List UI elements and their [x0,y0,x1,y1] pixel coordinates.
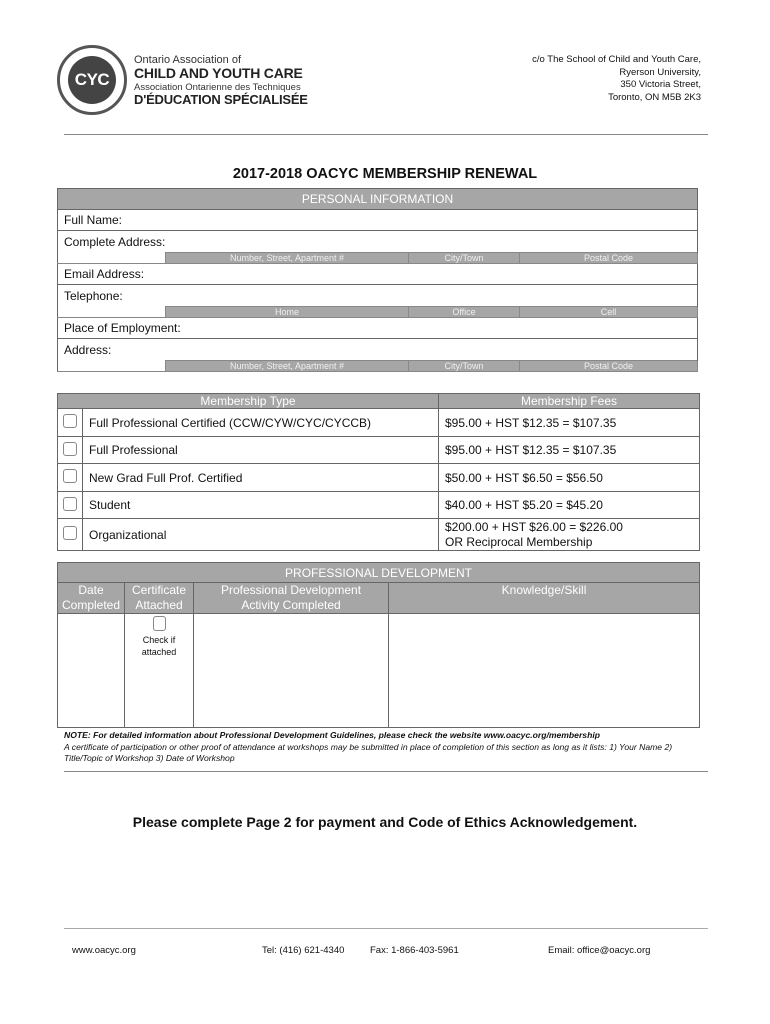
checkbox-icon [63,526,77,540]
org-name-line2: CHILD AND YOUTH CARE [134,65,303,81]
check-label-line1: Check if [142,635,176,645]
sub-home: Home [166,307,409,318]
membership-checkbox[interactable] [58,492,83,519]
membership-fees-header: Membership Fees [439,394,700,409]
membership-type: Organizational [83,519,439,551]
membership-fee: $200.00 + HST $26.00 = $226.00 [445,519,623,534]
address-line: Toronto, ON M5B 2K3 [608,91,701,103]
employment-address-field[interactable] [58,339,698,361]
checkbox-icon [63,442,77,456]
address-line: c/o The School of Child and Youth Care, [532,54,701,65]
pd-col-activity-line2: Activity Completed [241,598,341,612]
sub-street: Number, Street, Apartment # [166,361,409,372]
pd-col-certificate [125,583,194,614]
employment-field[interactable] [58,318,698,339]
checkbox-icon [63,414,77,428]
mailing-address [441,54,701,104]
personal-info-table [57,188,698,372]
full-name-label: Full Name: [64,213,123,227]
pd-certificate-cell[interactable] [125,614,194,728]
checkbox-icon [63,469,77,483]
footer-tel: Tel: (416) 621-4340 [262,945,345,956]
divider [64,928,708,929]
note [64,730,704,765]
pd-col-date [58,583,125,614]
membership-checkbox[interactable] [58,519,83,551]
membership-type: New Grad Full Prof. Certified [83,464,439,492]
telephone-label: Telephone: [64,288,123,303]
membership-fee: $40.00 + HST $5.20 = $45.20 [439,492,700,519]
footer-website: www.oacyc.org [72,945,136,956]
footer-email: Email: office@oacyc.org [548,945,651,956]
sub-office: Office [409,307,520,318]
footer-message: Please complete Page 2 for payment and Code of Ethics Acknowledgement. [132,814,638,830]
sub-cell: Cell [520,307,698,318]
org-name-line4: D'ÉDUCATION SPÉCIALISÉE [134,92,308,107]
sub-postal: Postal Code [520,361,698,372]
pd-col-certificate-line2: Attached [135,598,183,612]
sub-blank [58,361,166,372]
membership-checkbox[interactable] [58,464,83,492]
membership-type-header: Membership Type [58,394,439,409]
membership-checkbox[interactable] [58,409,83,437]
note-text: A certificate of participation or other proof of attendance at workshops may be submitted in place of completion of this section as long as it lists: 1) Your Name 2) Title/Topic of Workshop 3) Date of Workshop [64,741,673,763]
divider [64,771,708,772]
personal-info-heading: PERSONAL INFORMATION [58,189,698,210]
note-line1 [64,730,704,742]
pd-table [57,562,700,728]
membership-fee-alt: OR Reciprocal Membership [445,534,593,549]
membership-type: Full Professional Certified (CCW/CYW/CYC/CYCCB) [83,409,439,437]
org-name-line3: Association Ontarienne des Techniques [134,82,301,93]
footer-fax: Fax: 1-866-403-5961 [370,945,459,956]
membership-table [57,393,700,551]
address-line: Ryerson University, [619,66,701,78]
pd-heading: PROFESSIONAL DEVELOPMENT [58,563,700,583]
sub-street: Number, Street, Apartment # [166,253,409,264]
membership-fee: $50.00 + HST $6.50 = $56.50 [439,464,700,492]
pd-col-activity [194,583,389,614]
logo-text: CYC [74,70,110,89]
checkbox-icon[interactable] [153,616,166,631]
sub-city: City/Town [409,253,520,264]
membership-type: Student [83,492,439,519]
divider [64,134,708,135]
email-label: Email Address: [64,267,145,281]
address-line: 350 Victoria Street, [620,79,701,90]
employment-label: Place of Employment: [64,321,181,335]
checkbox-icon [63,497,77,511]
page-title: 2017-2018 OACYC MEMBERSHIP RENEWAL [232,166,538,182]
sub-city: City/Town [409,361,520,372]
pd-col-certificate-line1: Certificate [131,583,187,597]
sub-blank [58,253,166,264]
membership-fee: $95.00 + HST $12.35 = $107.35 [439,409,700,437]
membership-fee: $95.00 + HST $12.35 = $107.35 [439,437,700,464]
pd-knowledge-input[interactable] [389,614,700,728]
pd-col-activity-line1: Professional Development [220,583,362,597]
logo [68,56,116,104]
full-name-field[interactable] [58,210,698,231]
membership-fee-cell [439,519,700,551]
telephone-field[interactable] [58,285,698,307]
membership-checkbox[interactable] [58,437,83,464]
email-field[interactable] [58,264,698,285]
pd-col-date-line1: Date [78,583,104,597]
org-name-line1: Ontario Association of [134,54,242,66]
complete-address-label: Complete Address: [64,234,166,249]
pd-date-input[interactable] [58,614,125,728]
check-label-line2: attached [141,647,177,657]
note-bold: : For detailed information about Professional Development Guidelines, please check the website www.oacyc.org/membership [87,730,600,740]
note-prefix: NOTE [64,730,88,740]
complete-address-field[interactable] [58,231,698,253]
membership-type: Full Professional [83,437,439,464]
sub-postal: Postal Code [520,253,698,264]
employment-address-label: Address: [64,342,112,357]
pd-activity-input[interactable] [194,614,389,728]
sub-blank [58,307,166,318]
pd-col-date-line2: Completed [61,598,121,612]
pd-col-knowledge: Knowledge/Skill [389,583,700,614]
